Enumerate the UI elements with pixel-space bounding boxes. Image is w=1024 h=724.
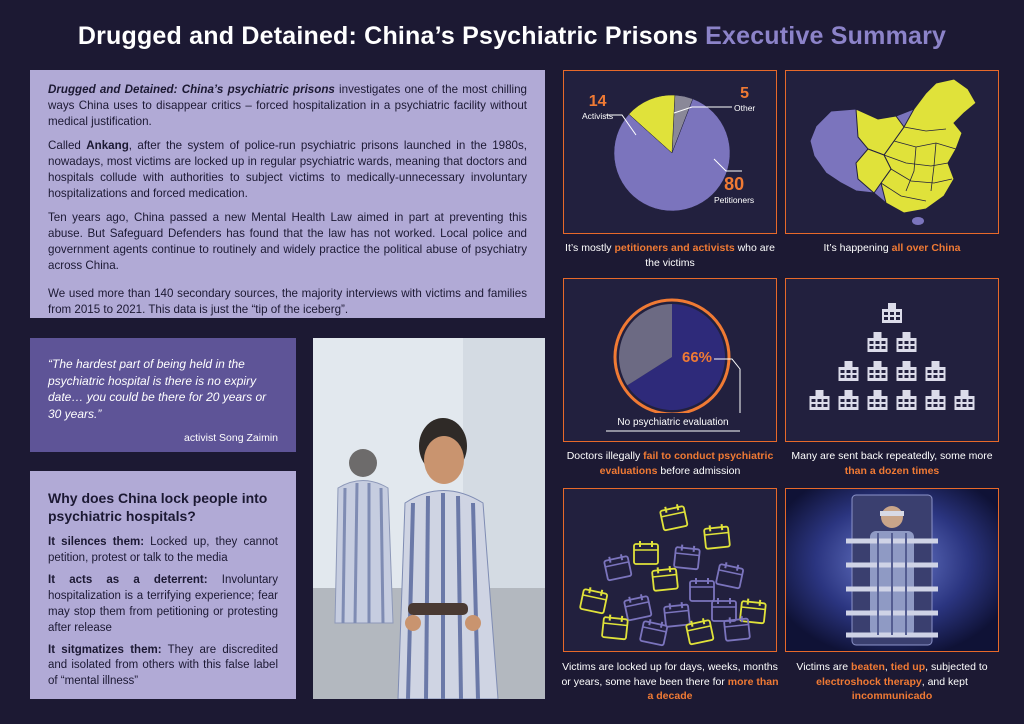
calendar-icon <box>652 566 678 591</box>
quote-text: “The hardest part of being held in the psychiatric hospital is there is no expiry date… you could be there for 20 years or 30 years.” <box>48 357 267 421</box>
caption-text: who are the victims <box>645 242 775 269</box>
intro-box <box>30 70 545 318</box>
why-item-text: Involuntary hospitalization is a terrifying experience; fear may stop them from petitioning or protesting after release <box>48 574 278 634</box>
abuse-panel <box>785 488 999 652</box>
readmission-caption <box>781 449 1003 478</box>
china-map-panel <box>785 70 999 234</box>
eval-percent: 66% <box>682 349 713 366</box>
intro-p2-text: , after the system of police-run psychiatric prisons launched in the 1980s, nowadays, most victims are locked up in regular psychiatric wards, meaning that doctors and hospitals collude with authorities to subject victims to medically-unnecessary involuntary hospitalizations and forced medication. <box>48 138 527 200</box>
hospital-building-icon <box>839 390 859 410</box>
caption-text: , subjected to <box>925 661 988 673</box>
calendar-icon <box>664 602 690 627</box>
restrained-patient-illustration <box>786 489 998 651</box>
calendar-icon <box>623 593 651 620</box>
hospital-building-icon <box>868 332 888 352</box>
caption-highlight: petitioners and activists <box>614 242 735 254</box>
why-item-bold: It acts as a deterrent: <box>48 574 208 587</box>
caption-text: Doctors illegally <box>566 450 644 462</box>
caption-text: Many are sent back repeatedly, some more <box>791 450 993 462</box>
why-item <box>48 535 278 567</box>
page-title <box>0 22 1024 51</box>
caption-highlight: tied up <box>890 661 926 673</box>
hospital-buildings-pyramid <box>786 279 998 441</box>
value-activists: 14 <box>588 93 607 110</box>
evaluation-pie-panel <box>563 278 777 442</box>
quote-box <box>30 338 296 452</box>
calendar-icon <box>640 618 668 645</box>
legend-petitioners: Petitioners <box>714 195 755 205</box>
label-petitioners <box>714 174 754 205</box>
caption-text: before admission <box>657 464 741 477</box>
caption-highlight: incommunicado <box>851 690 933 703</box>
report-title: Drugged and Detained: China’s psychiatric prisons <box>48 83 335 96</box>
victims-caption <box>559 241 781 270</box>
calendar-icon <box>634 541 658 564</box>
eval-label: No psychiatric evaluation <box>617 417 729 428</box>
hospital-building-icon <box>926 390 946 410</box>
caption-highlight: more than a decade <box>647 675 779 703</box>
legend-other: Other <box>734 103 756 113</box>
calendar-icon <box>724 616 750 641</box>
caption-text: It’s happening <box>823 242 892 254</box>
why-item-text: Locked up, they cannot petition, protest or talk to the media <box>48 536 278 565</box>
calendar-icon <box>704 524 730 549</box>
why-item-bold: It silences them: <box>48 536 145 549</box>
hospital-building-icon <box>882 303 902 323</box>
hospital-building-icon <box>897 332 917 352</box>
intro-paragraph-3: Ten years ago, China passed a new Mental Health Law aimed in part at preventing this abuse. But Safeguard Defenders has found that the law has not worked. Local police and government agents continue to routinely and widely practice the political abuse of psychiatry across China. <box>48 210 527 272</box>
calendar-icon <box>659 503 687 530</box>
why-box <box>30 471 296 699</box>
calendar-icon <box>602 614 628 639</box>
ankang-term: Ankang <box>86 138 129 152</box>
evaluation-caption <box>559 449 781 478</box>
caption-highlight: electroshock therapy <box>816 675 922 688</box>
caption-highlight: all over China <box>891 242 961 254</box>
hospital-building-icon <box>810 390 830 410</box>
value-other: 5 <box>740 85 750 102</box>
value-petitioners: 80 <box>724 174 745 194</box>
calendar-icon <box>716 561 744 588</box>
calendar-icon <box>712 598 736 621</box>
caption-text: Victims are <box>796 661 852 673</box>
why-item-text: They are discredited and isolated from others with this false label of “mental illness” <box>48 643 278 688</box>
duration-caption <box>559 660 781 704</box>
calendar-icons <box>564 489 776 651</box>
hospital-building-icon <box>897 390 917 410</box>
hospital-building-icon <box>897 361 917 381</box>
hospital-photo <box>313 338 545 699</box>
caption-text: , and kept <box>921 675 968 688</box>
hospital-photo-illustration <box>313 338 545 699</box>
why-item <box>48 643 278 691</box>
why-item <box>48 573 278 636</box>
quote-attribution: activist Song Zaimin <box>184 432 278 445</box>
victims-pie-panel <box>563 70 777 234</box>
hospital-building-icon <box>926 361 946 381</box>
caption-text: It’s mostly <box>565 242 615 254</box>
calendar-icon <box>580 586 608 613</box>
caption-highlight: than a dozen times <box>844 464 940 477</box>
intro-p2-start: Called <box>48 138 87 152</box>
caption-text: Victims are locked up for days, weeks, months or years, some have been there for <box>561 661 778 688</box>
calendar-icon <box>603 553 631 580</box>
caption-highlight: fail to conduct psychiatric evaluations <box>599 450 774 477</box>
intro-paragraph-1 <box>48 82 527 130</box>
hospital-building-icon <box>868 361 888 381</box>
intro-paragraph-4: We used more than 140 secondary sources, the majority interviews with victims and families from 2015 to 2021. This data is just the “tip of the iceberg”. <box>48 286 527 316</box>
page-title-sub: Executive Summary <box>705 22 947 50</box>
abuse-caption <box>781 660 1003 704</box>
hospital-building-icon <box>955 390 975 410</box>
intro-paragraph-2 <box>48 138 527 202</box>
label-other <box>734 85 755 113</box>
why-item-bold: It sitgmatizes them: <box>48 643 162 656</box>
intro-p1-text: investigates one of the most chilling ways China uses to disappear critics – forced hospitalization in a psychiatric facility without medical justification. <box>48 83 527 128</box>
duration-panel <box>563 488 777 652</box>
map-caption <box>781 241 1003 256</box>
hospital-building-icon <box>839 361 859 381</box>
page-title-main: Drugged and Detained: China’s Psychiatric Prisons <box>77 22 698 50</box>
label-activists <box>582 93 613 121</box>
why-heading: Why does China lock people into psychiatric hospitals? <box>48 490 268 525</box>
china-map-icon <box>786 71 998 233</box>
hospital-building-icon <box>868 390 888 410</box>
calendar-icon <box>690 578 714 601</box>
legend-activists: Activists <box>582 111 614 121</box>
caption-text: , <box>884 661 891 673</box>
calendar-icon <box>674 544 700 569</box>
caption-highlight: beaten <box>851 661 885 673</box>
readmission-panel <box>785 278 999 442</box>
